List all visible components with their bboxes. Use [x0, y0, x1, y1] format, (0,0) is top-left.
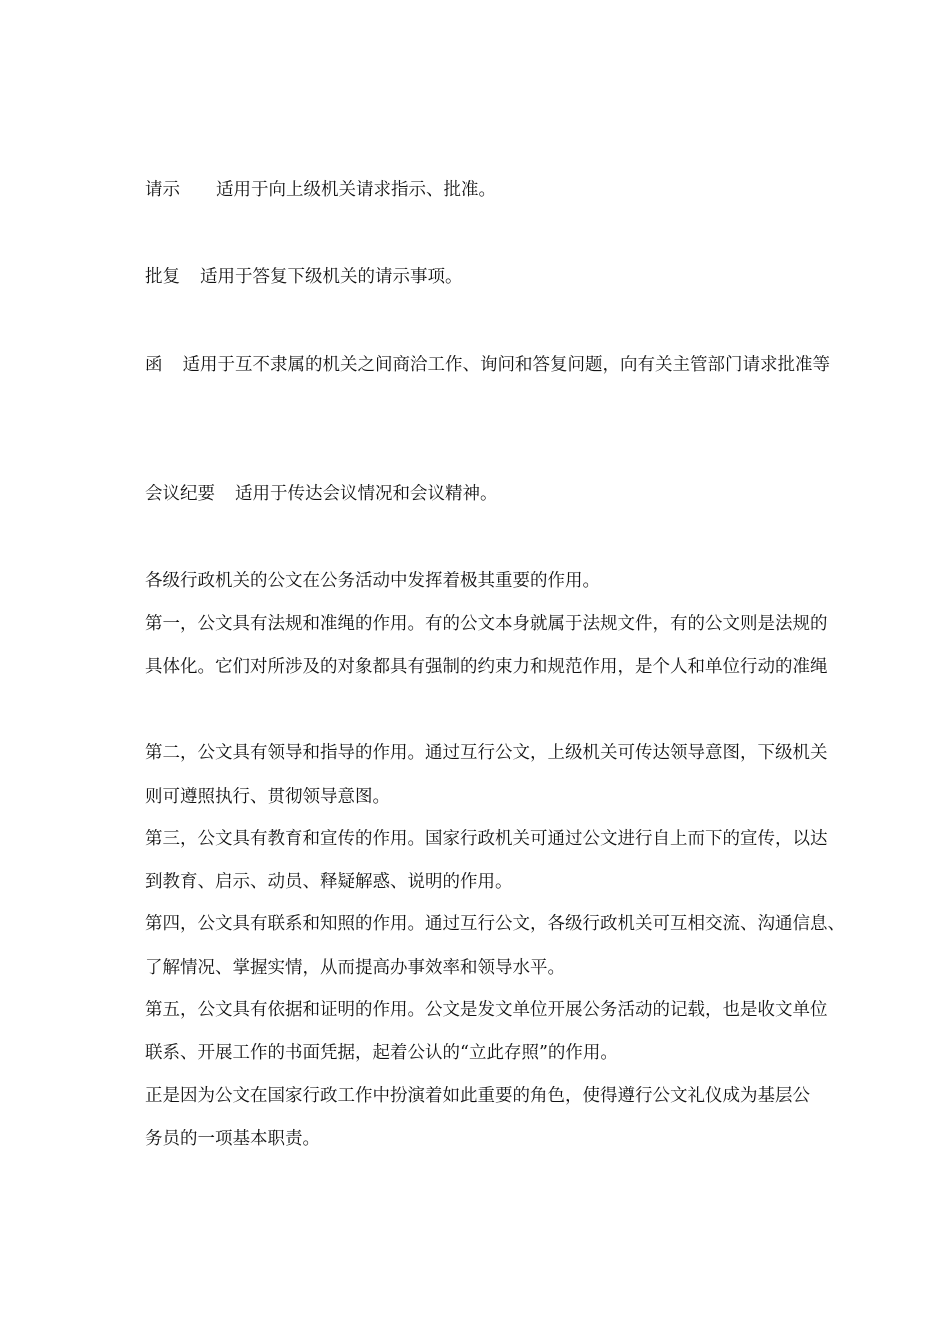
- paragraph-line: 第二，公文具有领导和指导的作用。通过互行公文，上级机关可传达领导意图，下级机关: [145, 743, 828, 763]
- paragraph-line: 第一，公文具有法规和准绳的作用。有的公文本身就属于法规文件，有的公文则是法规的: [145, 614, 828, 634]
- definition-pifu: [145, 265, 885, 289]
- definition-term: 请示: [145, 180, 180, 200]
- definition-text: 适用于答复下级机关的请示事项。: [200, 267, 463, 287]
- definition-huiyi-jiyao: [145, 482, 885, 506]
- definition-han: [145, 353, 885, 377]
- definition-text: 适用于传达会议情况和会议精神。: [235, 484, 498, 504]
- paragraph-line: 联系、开展工作的书面凭据，起着公认的“立此存照”的作用。: [145, 1043, 618, 1063]
- definition-text: 适用于向上级机关请求指示、批准。: [216, 180, 496, 200]
- definition-term: 函: [145, 355, 163, 375]
- paragraph-line: 了解情况、掌握实情，从而提高办事效率和领导水平。: [145, 958, 565, 978]
- paragraph-line: 具体化。它们对所涉及的对象都具有强制的约束力和规范作用，是个人和单位行动的准绳: [145, 657, 828, 677]
- definition-term: 批复: [145, 267, 180, 287]
- paragraph-line: 第三，公文具有教育和宣传的作用。国家行政机关可通过公文进行自上而下的宣传，以达: [145, 829, 828, 849]
- paragraph-line: 正是因为公文在国家行政工作中扮演着如此重要的角色，使得遵行公文礼仪成为基层公: [145, 1086, 810, 1106]
- paragraph-line: 各级行政机关的公文在公务活动中发挥着极其重要的作用。: [145, 571, 600, 591]
- definition-text: 适用于互不隶属的机关之间商洽工作、询问和答复问题，向有关主管部门请求批准等: [182, 355, 830, 375]
- paragraph-line: 第五，公文具有依据和证明的作用。公文是发文单位开展公务活动的记载，也是收文单位: [145, 1000, 828, 1020]
- definition-term: 会议纪要: [145, 484, 215, 504]
- paragraph-line: 到教育、启示、动员、释疑解惑、说明的作用。: [145, 872, 513, 892]
- paragraph-line: 务员的一项基本职责。: [145, 1129, 320, 1149]
- paragraph-line: 则可遵照执行、贯彻领导意图。: [145, 787, 390, 807]
- definition-qingshi: [145, 178, 885, 202]
- paragraph-line: 第四，公文具有联系和知照的作用。通过互行公文，各级行政机关可互相交流、沟通信息、: [145, 914, 845, 934]
